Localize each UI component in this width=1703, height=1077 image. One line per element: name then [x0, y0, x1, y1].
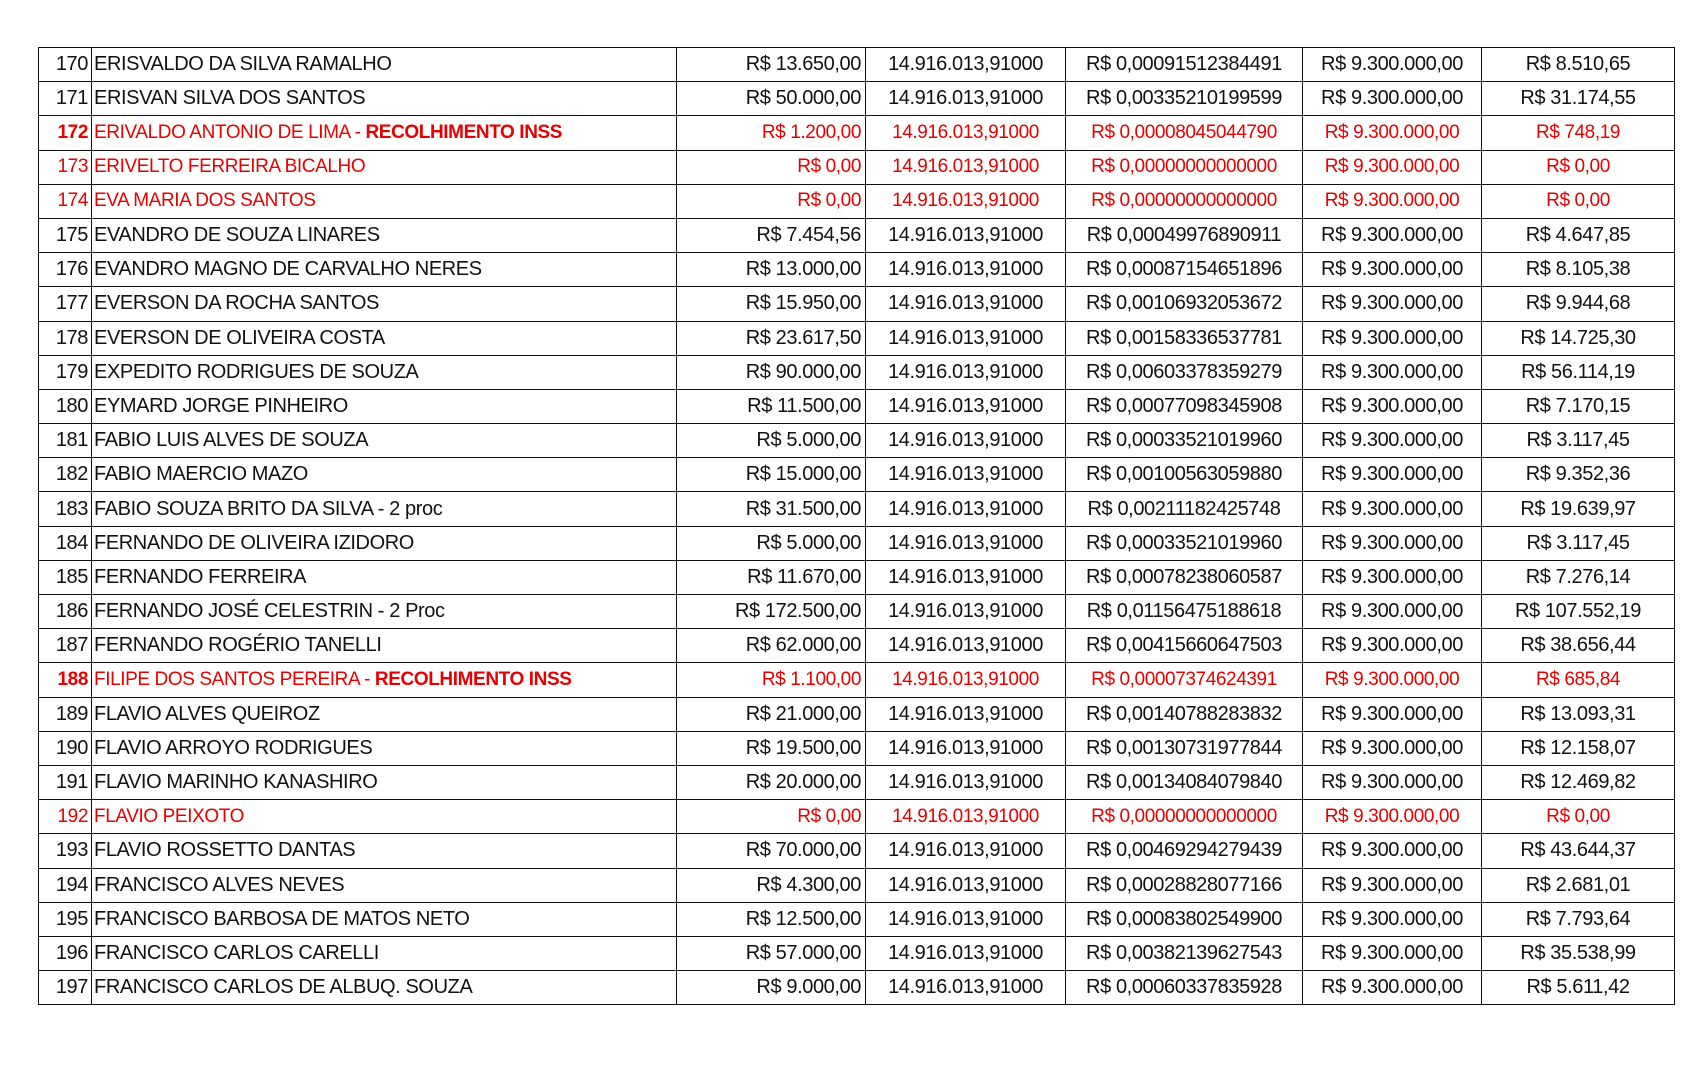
total-credit-cell: 14.916.013,91000 — [866, 800, 1066, 834]
creditor-name-cell — [92, 765, 677, 799]
inss-note: RECOLHIMENTO INSS — [374, 668, 572, 690]
creditor-name-cell — [92, 458, 677, 492]
table-row — [39, 355, 1675, 389]
total-credit-cell: 14.916.013,91000 — [866, 971, 1066, 1005]
table-row — [39, 834, 1675, 868]
total-credit-cell: 14.916.013,91000 — [866, 834, 1066, 868]
total-credit-cell: 14.916.013,91000 — [866, 48, 1066, 82]
credit-value-cell: R$ 31.500,00 — [677, 492, 866, 526]
table-row — [39, 253, 1675, 287]
row-number: 176 — [55, 258, 88, 281]
table-row — [39, 765, 1675, 799]
creditor-name-cell — [92, 355, 677, 389]
total-credit-cell: 14.916.013,91000 — [866, 765, 1066, 799]
fund-cell: R$ 9.300.000,00 — [1303, 800, 1482, 834]
share-cell: R$ 107.552,19 — [1482, 595, 1675, 629]
creditor-name: FLAVIO ARROYO RODRIGUES — [94, 736, 373, 759]
ratio-cell: R$ 0,00335210199599 — [1066, 82, 1303, 116]
creditor-name: FRANCISCO BARBOSA DE MATOS NETO — [94, 907, 470, 930]
total-credit-cell: 14.916.013,91000 — [866, 184, 1066, 218]
total-credit-cell: 14.916.013,91000 — [866, 150, 1066, 184]
creditor-name-cell — [92, 48, 677, 82]
creditor-name: FABIO SOUZA BRITO DA SILVA - 2 proc — [94, 497, 443, 520]
credit-value-cell: R$ 0,00 — [677, 800, 866, 834]
creditor-name-cell — [92, 731, 677, 765]
creditor-name: ERISVALDO DA SILVA RAMALHO — [94, 53, 392, 76]
creditor-name: EVERSON DA ROCHA SANTOS — [94, 292, 379, 315]
creditor-name-cell — [92, 595, 677, 629]
credit-value-cell: R$ 1.200,00 — [677, 116, 866, 150]
table-row — [39, 595, 1675, 629]
creditor-name-cell — [92, 218, 677, 252]
ratio-cell: R$ 0,00100563059880 — [1066, 458, 1303, 492]
fund-cell: R$ 9.300.000,00 — [1303, 492, 1482, 526]
credit-value-cell: R$ 20.000,00 — [677, 765, 866, 799]
creditor-name-cell — [92, 868, 677, 902]
fund-cell: R$ 9.300.000,00 — [1303, 902, 1482, 936]
fund-cell: R$ 9.300.000,00 — [1303, 287, 1482, 321]
share-cell: R$ 0,00 — [1482, 150, 1675, 184]
fund-cell: R$ 9.300.000,00 — [1303, 560, 1482, 594]
creditor-name: FERNANDO FERREIRA — [94, 565, 307, 588]
creditor-name: ERISVAN SILVA DOS SANTOS — [94, 87, 366, 110]
creditor-name-cell — [92, 834, 677, 868]
row-number-cell — [39, 287, 92, 321]
table-row — [39, 492, 1675, 526]
row-number: 183 — [55, 497, 88, 520]
share-cell: R$ 5.611,42 — [1482, 971, 1675, 1005]
row-number: 188 — [57, 668, 88, 690]
table-row — [39, 629, 1675, 663]
row-number-cell — [39, 629, 92, 663]
ratio-cell: R$ 0,00077098345908 — [1066, 389, 1303, 423]
total-credit-cell: 14.916.013,91000 — [866, 629, 1066, 663]
row-number: 186 — [55, 600, 88, 623]
total-credit-cell: 14.916.013,91000 — [866, 560, 1066, 594]
share-cell: R$ 748,19 — [1482, 116, 1675, 150]
creditor-name: FLAVIO PEIXOTO — [94, 805, 244, 827]
creditor-name-cell — [92, 971, 677, 1005]
share-cell: R$ 38.656,44 — [1482, 629, 1675, 663]
creditor-name: EVERSON DE OLIVEIRA COSTA — [94, 326, 385, 349]
ratio-cell: R$ 0,00134084079840 — [1066, 765, 1303, 799]
fund-cell: R$ 9.300.000,00 — [1303, 82, 1482, 116]
row-number-cell — [39, 800, 92, 834]
total-credit-cell: 14.916.013,91000 — [866, 82, 1066, 116]
row-number-cell — [39, 355, 92, 389]
row-number: 173 — [57, 156, 88, 178]
fund-cell: R$ 9.300.000,00 — [1303, 116, 1482, 150]
ratio-cell: R$ 0,00091512384491 — [1066, 48, 1303, 82]
inss-note: RECOLHIMENTO INSS — [365, 121, 563, 143]
credit-value-cell: R$ 19.500,00 — [677, 731, 866, 765]
total-credit-cell: 14.916.013,91000 — [866, 731, 1066, 765]
creditor-name: FABIO MAERCIO MAZO — [94, 463, 308, 486]
table-row — [39, 389, 1675, 423]
table-row — [39, 48, 1675, 82]
total-credit-cell: 14.916.013,91000 — [866, 595, 1066, 629]
row-number: 189 — [55, 702, 88, 725]
total-credit-cell: 14.916.013,91000 — [866, 424, 1066, 458]
creditor-name: EVANDRO MAGNO DE CARVALHO NERES — [94, 258, 482, 281]
table-row — [39, 184, 1675, 218]
table-row — [39, 82, 1675, 116]
share-cell: R$ 56.114,19 — [1482, 355, 1675, 389]
row-number-cell — [39, 936, 92, 970]
row-number: 192 — [57, 805, 88, 827]
ratio-cell: R$ 0,00033521019960 — [1066, 526, 1303, 560]
creditor-name-cell — [92, 82, 677, 116]
creditor-name-cell — [92, 389, 677, 423]
total-credit-cell: 14.916.013,91000 — [866, 663, 1066, 697]
credit-value-cell: R$ 57.000,00 — [677, 936, 866, 970]
ratio-cell: R$ 0,01156475188618 — [1066, 595, 1303, 629]
share-cell: R$ 3.117,45 — [1482, 526, 1675, 560]
creditor-name: FABIO LUIS ALVES DE SOUZA — [94, 429, 369, 452]
fund-cell: R$ 9.300.000,00 — [1303, 595, 1482, 629]
creditor-name: EXPEDITO RODRIGUES DE SOUZA — [94, 360, 419, 383]
row-number: 182 — [55, 463, 88, 486]
credit-value-cell: R$ 7.454,56 — [677, 218, 866, 252]
row-number: 180 — [55, 394, 88, 417]
share-cell: R$ 19.639,97 — [1482, 492, 1675, 526]
fund-cell: R$ 9.300.000,00 — [1303, 424, 1482, 458]
creditor-name: FRANCISCO CARLOS DE ALBUQ. SOUZA — [94, 976, 473, 999]
creditor-name: FRANCISCO ALVES NEVES — [94, 873, 345, 896]
row-number: 172 — [57, 121, 88, 143]
row-number: 177 — [55, 292, 88, 315]
share-cell: R$ 7.170,15 — [1482, 389, 1675, 423]
credit-value-cell: R$ 70.000,00 — [677, 834, 866, 868]
row-number-cell — [39, 492, 92, 526]
fund-cell: R$ 9.300.000,00 — [1303, 731, 1482, 765]
creditor-name-cell — [92, 184, 677, 218]
row-number: 181 — [55, 429, 88, 452]
ratio-cell: R$ 0,00008045044790 — [1066, 116, 1303, 150]
ratio-cell: R$ 0,00415660647503 — [1066, 629, 1303, 663]
ratio-cell: R$ 0,00060337835928 — [1066, 971, 1303, 1005]
credit-value-cell: R$ 21.000,00 — [677, 697, 866, 731]
creditor-name-cell — [92, 321, 677, 355]
creditor-name-cell — [92, 560, 677, 594]
creditor-name: FRANCISCO CARLOS CARELLI — [94, 941, 379, 964]
credit-value-cell: R$ 5.000,00 — [677, 424, 866, 458]
creditor-name-cell — [92, 526, 677, 560]
ratio-cell: R$ 0,00000000000000 — [1066, 184, 1303, 218]
credit-value-cell: R$ 1.100,00 — [677, 663, 866, 697]
fund-cell: R$ 9.300.000,00 — [1303, 48, 1482, 82]
credit-value-cell: R$ 13.650,00 — [677, 48, 866, 82]
creditor-name-cell — [92, 150, 677, 184]
table-row — [39, 116, 1675, 150]
fund-cell: R$ 9.300.000,00 — [1303, 389, 1482, 423]
fund-cell: R$ 9.300.000,00 — [1303, 834, 1482, 868]
row-number-cell — [39, 731, 92, 765]
total-credit-cell: 14.916.013,91000 — [866, 526, 1066, 560]
ratio-cell: R$ 0,00469294279439 — [1066, 834, 1303, 868]
creditor-name-cell — [92, 902, 677, 936]
credit-value-cell: R$ 4.300,00 — [677, 868, 866, 902]
row-number: 170 — [55, 53, 88, 76]
total-credit-cell: 14.916.013,91000 — [866, 116, 1066, 150]
creditor-name-cell — [92, 253, 677, 287]
credit-value-cell: R$ 15.950,00 — [677, 287, 866, 321]
total-credit-cell: 14.916.013,91000 — [866, 218, 1066, 252]
table-body — [39, 48, 1675, 1005]
row-number: 175 — [55, 224, 88, 247]
table-row — [39, 321, 1675, 355]
creditor-name-cell — [92, 936, 677, 970]
row-number-cell — [39, 48, 92, 82]
fund-cell: R$ 9.300.000,00 — [1303, 663, 1482, 697]
creditor-name: FILIPE DOS SANTOS PEREIRA - — [94, 668, 375, 690]
ratio-cell: R$ 0,00130731977844 — [1066, 731, 1303, 765]
share-cell: R$ 14.725,30 — [1482, 321, 1675, 355]
fund-cell: R$ 9.300.000,00 — [1303, 971, 1482, 1005]
row-number-cell — [39, 595, 92, 629]
ratio-cell: R$ 0,00158336537781 — [1066, 321, 1303, 355]
row-number-cell — [39, 253, 92, 287]
row-number-cell — [39, 765, 92, 799]
table-row — [39, 424, 1675, 458]
row-number-cell — [39, 424, 92, 458]
table-row — [39, 868, 1675, 902]
fund-cell: R$ 9.300.000,00 — [1303, 218, 1482, 252]
ratio-cell: R$ 0,00028828077166 — [1066, 868, 1303, 902]
table-row — [39, 218, 1675, 252]
creditor-name: FLAVIO ROSSETTO DANTAS — [94, 839, 356, 862]
share-cell: R$ 7.793,64 — [1482, 902, 1675, 936]
row-number-cell — [39, 82, 92, 116]
share-cell: R$ 35.538,99 — [1482, 936, 1675, 970]
row-number-cell — [39, 116, 92, 150]
share-cell: R$ 12.469,82 — [1482, 765, 1675, 799]
share-cell: R$ 9.352,36 — [1482, 458, 1675, 492]
row-number-cell — [39, 868, 92, 902]
credit-value-cell: R$ 172.500,00 — [677, 595, 866, 629]
total-credit-cell: 14.916.013,91000 — [866, 902, 1066, 936]
share-cell: R$ 685,84 — [1482, 663, 1675, 697]
share-cell: R$ 0,00 — [1482, 184, 1675, 218]
creditor-name: FLAVIO MARINHO KANASHIRO — [94, 771, 378, 794]
total-credit-cell: 14.916.013,91000 — [866, 321, 1066, 355]
total-credit-cell: 14.916.013,91000 — [866, 287, 1066, 321]
row-number: 195 — [55, 907, 88, 930]
share-cell: R$ 7.276,14 — [1482, 560, 1675, 594]
total-credit-cell: 14.916.013,91000 — [866, 389, 1066, 423]
ratio-cell: R$ 0,00049976890911 — [1066, 218, 1303, 252]
share-cell: R$ 3.117,45 — [1482, 424, 1675, 458]
table-row — [39, 697, 1675, 731]
total-credit-cell: 14.916.013,91000 — [866, 936, 1066, 970]
fund-cell: R$ 9.300.000,00 — [1303, 629, 1482, 663]
creditor-name: EYMARD JORGE PINHEIRO — [94, 394, 348, 417]
fund-cell: R$ 9.300.000,00 — [1303, 321, 1482, 355]
creditor-name: FERNANDO DE OLIVEIRA IZIDORO — [94, 531, 414, 554]
row-number-cell — [39, 150, 92, 184]
creditor-name-cell — [92, 287, 677, 321]
creditor-name-cell — [92, 629, 677, 663]
credit-value-cell: R$ 11.500,00 — [677, 389, 866, 423]
row-number-cell — [39, 663, 92, 697]
row-number: 190 — [55, 736, 88, 759]
creditors-table — [38, 47, 1675, 1005]
total-credit-cell: 14.916.013,91000 — [866, 458, 1066, 492]
row-number-cell — [39, 458, 92, 492]
table-row — [39, 663, 1675, 697]
creditor-name-cell — [92, 492, 677, 526]
share-cell: R$ 9.944,68 — [1482, 287, 1675, 321]
row-number: 174 — [57, 190, 88, 212]
ratio-cell: R$ 0,00140788283832 — [1066, 697, 1303, 731]
table-row — [39, 458, 1675, 492]
total-credit-cell: 14.916.013,91000 — [866, 492, 1066, 526]
ratio-cell: R$ 0,00000000000000 — [1066, 150, 1303, 184]
creditor-name-cell — [92, 116, 677, 150]
fund-cell: R$ 9.300.000,00 — [1303, 150, 1482, 184]
creditor-name-cell — [92, 663, 677, 697]
total-credit-cell: 14.916.013,91000 — [866, 355, 1066, 389]
total-credit-cell: 14.916.013,91000 — [866, 253, 1066, 287]
ratio-cell: R$ 0,00382139627543 — [1066, 936, 1303, 970]
share-cell: R$ 12.158,07 — [1482, 731, 1675, 765]
share-cell: R$ 31.174,55 — [1482, 82, 1675, 116]
row-number-cell — [39, 218, 92, 252]
fund-cell: R$ 9.300.000,00 — [1303, 526, 1482, 560]
fund-cell: R$ 9.300.000,00 — [1303, 355, 1482, 389]
table-row — [39, 731, 1675, 765]
row-number: 197 — [55, 976, 88, 999]
row-number-cell — [39, 184, 92, 218]
total-credit-cell: 14.916.013,91000 — [866, 697, 1066, 731]
ratio-cell: R$ 0,00000000000000 — [1066, 800, 1303, 834]
row-number: 196 — [55, 941, 88, 964]
table-row — [39, 526, 1675, 560]
fund-cell: R$ 9.300.000,00 — [1303, 936, 1482, 970]
ratio-cell: R$ 0,00078238060587 — [1066, 560, 1303, 594]
share-cell: R$ 2.681,01 — [1482, 868, 1675, 902]
row-number-cell — [39, 971, 92, 1005]
row-number: 171 — [55, 87, 88, 110]
fund-cell: R$ 9.300.000,00 — [1303, 458, 1482, 492]
share-cell: R$ 8.510,65 — [1482, 48, 1675, 82]
row-number-cell — [39, 321, 92, 355]
table-row — [39, 560, 1675, 594]
ratio-cell: R$ 0,00106932053672 — [1066, 287, 1303, 321]
credit-value-cell: R$ 50.000,00 — [677, 82, 866, 116]
ratio-cell: R$ 0,00211182425748 — [1066, 492, 1303, 526]
share-cell: R$ 43.644,37 — [1482, 834, 1675, 868]
creditor-name: EVANDRO DE SOUZA LINARES — [94, 224, 380, 247]
table-row — [39, 800, 1675, 834]
creditor-name: ERIVELTO FERREIRA BICALHO — [94, 156, 366, 178]
row-number: 178 — [55, 326, 88, 349]
credit-value-cell: R$ 12.500,00 — [677, 902, 866, 936]
total-credit-cell: 14.916.013,91000 — [866, 868, 1066, 902]
credit-value-cell: R$ 9.000,00 — [677, 971, 866, 1005]
credit-value-cell: R$ 0,00 — [677, 184, 866, 218]
credit-value-cell: R$ 62.000,00 — [677, 629, 866, 663]
fund-cell: R$ 9.300.000,00 — [1303, 765, 1482, 799]
table-row — [39, 971, 1675, 1005]
table-row — [39, 902, 1675, 936]
row-number-cell — [39, 834, 92, 868]
ratio-cell: R$ 0,00087154651896 — [1066, 253, 1303, 287]
row-number: 185 — [55, 565, 88, 588]
row-number: 191 — [55, 771, 88, 794]
row-number: 194 — [55, 873, 88, 896]
fund-cell: R$ 9.300.000,00 — [1303, 697, 1482, 731]
creditor-name: FLAVIO ALVES QUEIROZ — [94, 702, 320, 725]
ratio-cell: R$ 0,00007374624391 — [1066, 663, 1303, 697]
table-row — [39, 287, 1675, 321]
credit-value-cell: R$ 15.000,00 — [677, 458, 866, 492]
row-number: 179 — [55, 360, 88, 383]
table-row — [39, 150, 1675, 184]
credit-value-cell: R$ 23.617,50 — [677, 321, 866, 355]
credit-value-cell: R$ 5.000,00 — [677, 526, 866, 560]
share-cell: R$ 4.647,85 — [1482, 218, 1675, 252]
creditor-name: FERNANDO JOSÉ CELESTRIN - 2 Proc — [94, 600, 445, 623]
fund-cell: R$ 9.300.000,00 — [1303, 868, 1482, 902]
credit-value-cell: R$ 13.000,00 — [677, 253, 866, 287]
credit-value-cell: R$ 90.000,00 — [677, 355, 866, 389]
row-number-cell — [39, 560, 92, 594]
row-number: 184 — [55, 531, 88, 554]
creditor-name: EVA MARIA DOS SANTOS — [94, 190, 316, 212]
fund-cell: R$ 9.300.000,00 — [1303, 253, 1482, 287]
credit-value-cell: R$ 11.670,00 — [677, 560, 866, 594]
creditor-name-cell — [92, 800, 677, 834]
row-number: 187 — [55, 634, 88, 657]
share-cell: R$ 8.105,38 — [1482, 253, 1675, 287]
creditor-name: ERIVALDO ANTONIO DE LIMA - — [94, 121, 366, 143]
credit-value-cell: R$ 0,00 — [677, 150, 866, 184]
share-cell: R$ 0,00 — [1482, 800, 1675, 834]
ratio-cell: R$ 0,00033521019960 — [1066, 424, 1303, 458]
row-number-cell — [39, 902, 92, 936]
ratio-cell: R$ 0,00083802549900 — [1066, 902, 1303, 936]
creditor-name: FERNANDO ROGÉRIO TANELLI — [94, 634, 382, 657]
row-number-cell — [39, 697, 92, 731]
table-row — [39, 936, 1675, 970]
share-cell: R$ 13.093,31 — [1482, 697, 1675, 731]
row-number-cell — [39, 389, 92, 423]
creditor-name-cell — [92, 697, 677, 731]
row-number-cell — [39, 526, 92, 560]
ratio-cell: R$ 0,00603378359279 — [1066, 355, 1303, 389]
fund-cell: R$ 9.300.000,00 — [1303, 184, 1482, 218]
row-number: 193 — [55, 839, 88, 862]
creditor-name-cell — [92, 424, 677, 458]
